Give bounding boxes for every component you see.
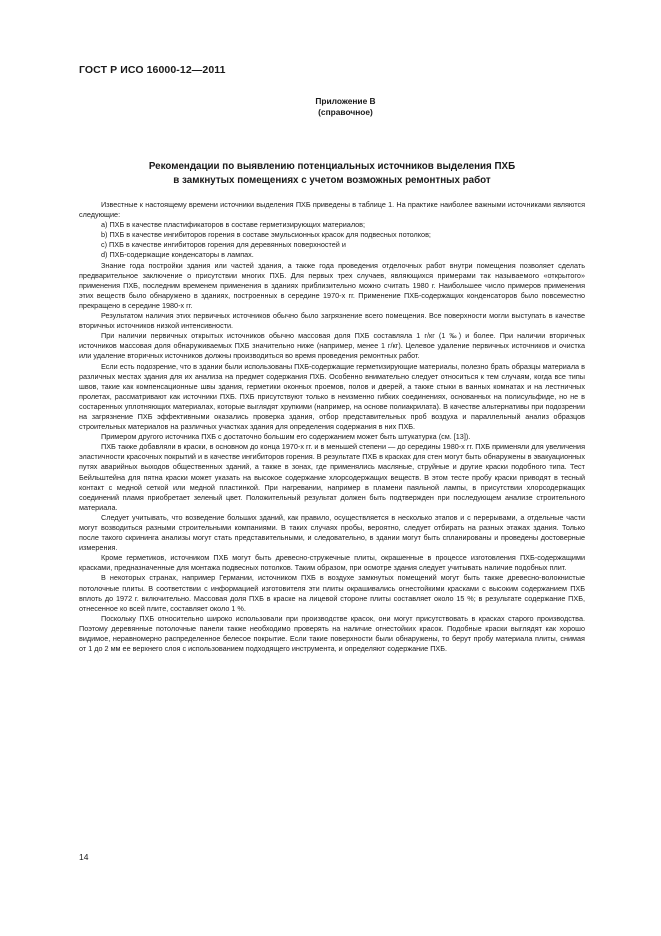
source-list-item: b) ПХБ в качестве ингибиторов горения в составе эмульсионных красок для подвесных потолков; [101, 230, 431, 240]
paragraph: При наличии первичных открытых источников обычно массовая доля ПХБ составляла 1 г/кг (1 ‰) и более. При наличии вторичных источников массовая доля обнаруживаемых ПХБ значительно ниже (например, менее 1 г/кг). Целевое удаление первичных источников и очистка или удаление вторичных источников должны производиться во время проведения ремонтных работ. [79, 331, 585, 361]
document-code-header: ГОСТ Р ИСО 16000-12—2011 [79, 64, 226, 76]
source-list-item: d) ПХБ-содержащие конденсаторы в лампах. [101, 250, 254, 260]
paragraph: ПХБ также добавляли в краски, в основном до конца 1970-х гг. и в меньшей степени — до середины 1980-х гг. ПХБ применяли для увеличения эластичности красочных покрытий и в качестве ингибиторов горения. В результате ПХБ в красках для стен могут быть обнаружены в эвакуационных путях аварийных выходов общественных зданий, а также в зонах, где применялись масляные, струйные и другие краски подобного типа. Тест Бейльштейна для пятна краски может указать на высокое содержание хлорсодержащих веществ. В этом тесте пробу краски приводят в тесный контакт с медной сеткой или медной пластинкой. При нагревании, например в пламени паяльной лампы, в присутствии хлорсодержащих соединений пламя приобретает зеленый цвет. Положительный результат должен быть подтвержден при последующем анализе строительного материала. [79, 442, 585, 512]
paragraph: Если есть подозрение, что в здании были использованы ПХБ-содержащие герметизирующие материалы, полезно брать образцы материала в различных местах здания для их анализа на предмет содержания ПХБ. Особенно внимательно следует относиться к тем случаям, когда все типы швов, такие как компенсационные швы здания, герметики оконных проемов, полов и дверей, а также стыки в ванных комнатах и на лестничных пролетах, рассматривают как источники ПХБ. ПХБ присутствуют только в неизменно гибких соединениях, основанных на полисульфиде, но не в состаренных уплотняющих материалах, которые выглядят хрупкими (например, на основе полиакрилата). В качестве альтернативы при подозрении на загрязнение ПХБ эффективными оказались проверка здания, отбор представительных проб воздуха и параллельный анализ образцов строительных материалов на различных участках здания для определения содержания в них ПХБ. [79, 361, 585, 432]
section-title-line-1: Рекомендации по выявлению потенциальных источников выделения ПХБ [148, 161, 516, 172]
source-list-item: а) ПХБ в качестве пластификаторов в составе герметизирующих материалов; [101, 220, 366, 230]
paragraph: Кроме герметиков, источником ПХБ могут быть древесно-стружечные плиты, окрашенные в процессе изготовления ПХБ-содержащими красками, предназначенные для монтажа подвесных потолков. Таким образом, при осмотре здания следует учитывать наличие подобных плит. [79, 553, 585, 573]
paragraph: Поскольку ПХБ относительно широко использовали при производстве красок, они могут присутствовать в красках старого производства. Поэтому деревянные потолочные панели также необходимо проверять на наличие огнестойких красок. Подобные краски выглядят как хорошо видимое, неравномерно распределенное белесое покрытие. Если такие поверхности были обнаружены, то берут пробу материала плиты, снимая от 1 до 2 мм ее верхнего слоя с использованием подходящего инструмента, и определяют содержание ПХБ. [79, 613, 585, 654]
section-title [79, 160, 585, 187]
paragraph: В некоторых странах, например Германии, источником ПХБ в воздухе замкнутых помещений могут быть также древесно-волокнистые потолочные плиты. В соответствии с информацией изготовителя эти плиты окрашивались огнестойкими красками с высоким содержанием ПХБ вплоть до 1972 г. включительно. Массовая доля ПХБ в краске на лицевой стороне плиты составляет около 15 %; в результате содержание ПХБ, отнесенное ко всей плите, составляет около 1 %. [79, 573, 585, 613]
appendix-label: Приложение В [315, 96, 376, 106]
source-list [79, 220, 585, 260]
appendix-heading [0, 96, 661, 118]
paragraph: Знание года постройки здания или частей здания, а также года проведения отделочных работ внутри помещения позволяет сделать предварительное заключение о присутствии многих ПХБ. Для первых трех случаев, являющихся примерами так называемого «открытого» применения ПХБ, последним временем применения в зданиях приблизительно можно считать 1980 г. Наибольшее число примеров применения этих веществ было обнаружено в зданиях, построенных в середине 1970-х гг. Применение ПХБ-содержащих конденсаторов было повсеместно прекращено в середине 1980-х гг. [79, 260, 585, 310]
appendix-note: (справочное) [318, 107, 373, 117]
paragraph: Примером другого источника ПХБ с достаточно большим его содержанием может быть штукатурка (см. [13]). [101, 432, 471, 442]
body-text [79, 200, 585, 654]
paragraph: Результатом наличия этих первичных источников обычно было загрязнение всего помещения. Все поверхности могли выступать в качестве вторичных источников низкой интенсивности. [79, 311, 585, 331]
section-title-line-2: в замкнутых помещениях с учетом возможных ремонтных работ [173, 174, 491, 186]
source-list-item: c) ПХБ в качестве ингибиторов горения для деревянных поверхностей и [101, 240, 346, 250]
page-number: 14 [79, 852, 89, 862]
paragraph: Следует учитывать, что возведение больших зданий, как правило, осуществляется в несколько этапов и с перерывами, а отдельные части могут возводиться разными строительными компаниями. В таких случаях пробы, вероятно, следует отбирать на разных этажах здания. Только после такого скрининга анализы могут стать представительными, и следовательно, в здании могут быть спланированы и проведены достоверные измерения. [79, 512, 585, 553]
intro-paragraph: Известные к настоящему времени источники выделения ПХБ приведены в таблице 1. На практике наиболее важными источниками являются следующие: [79, 200, 585, 220]
